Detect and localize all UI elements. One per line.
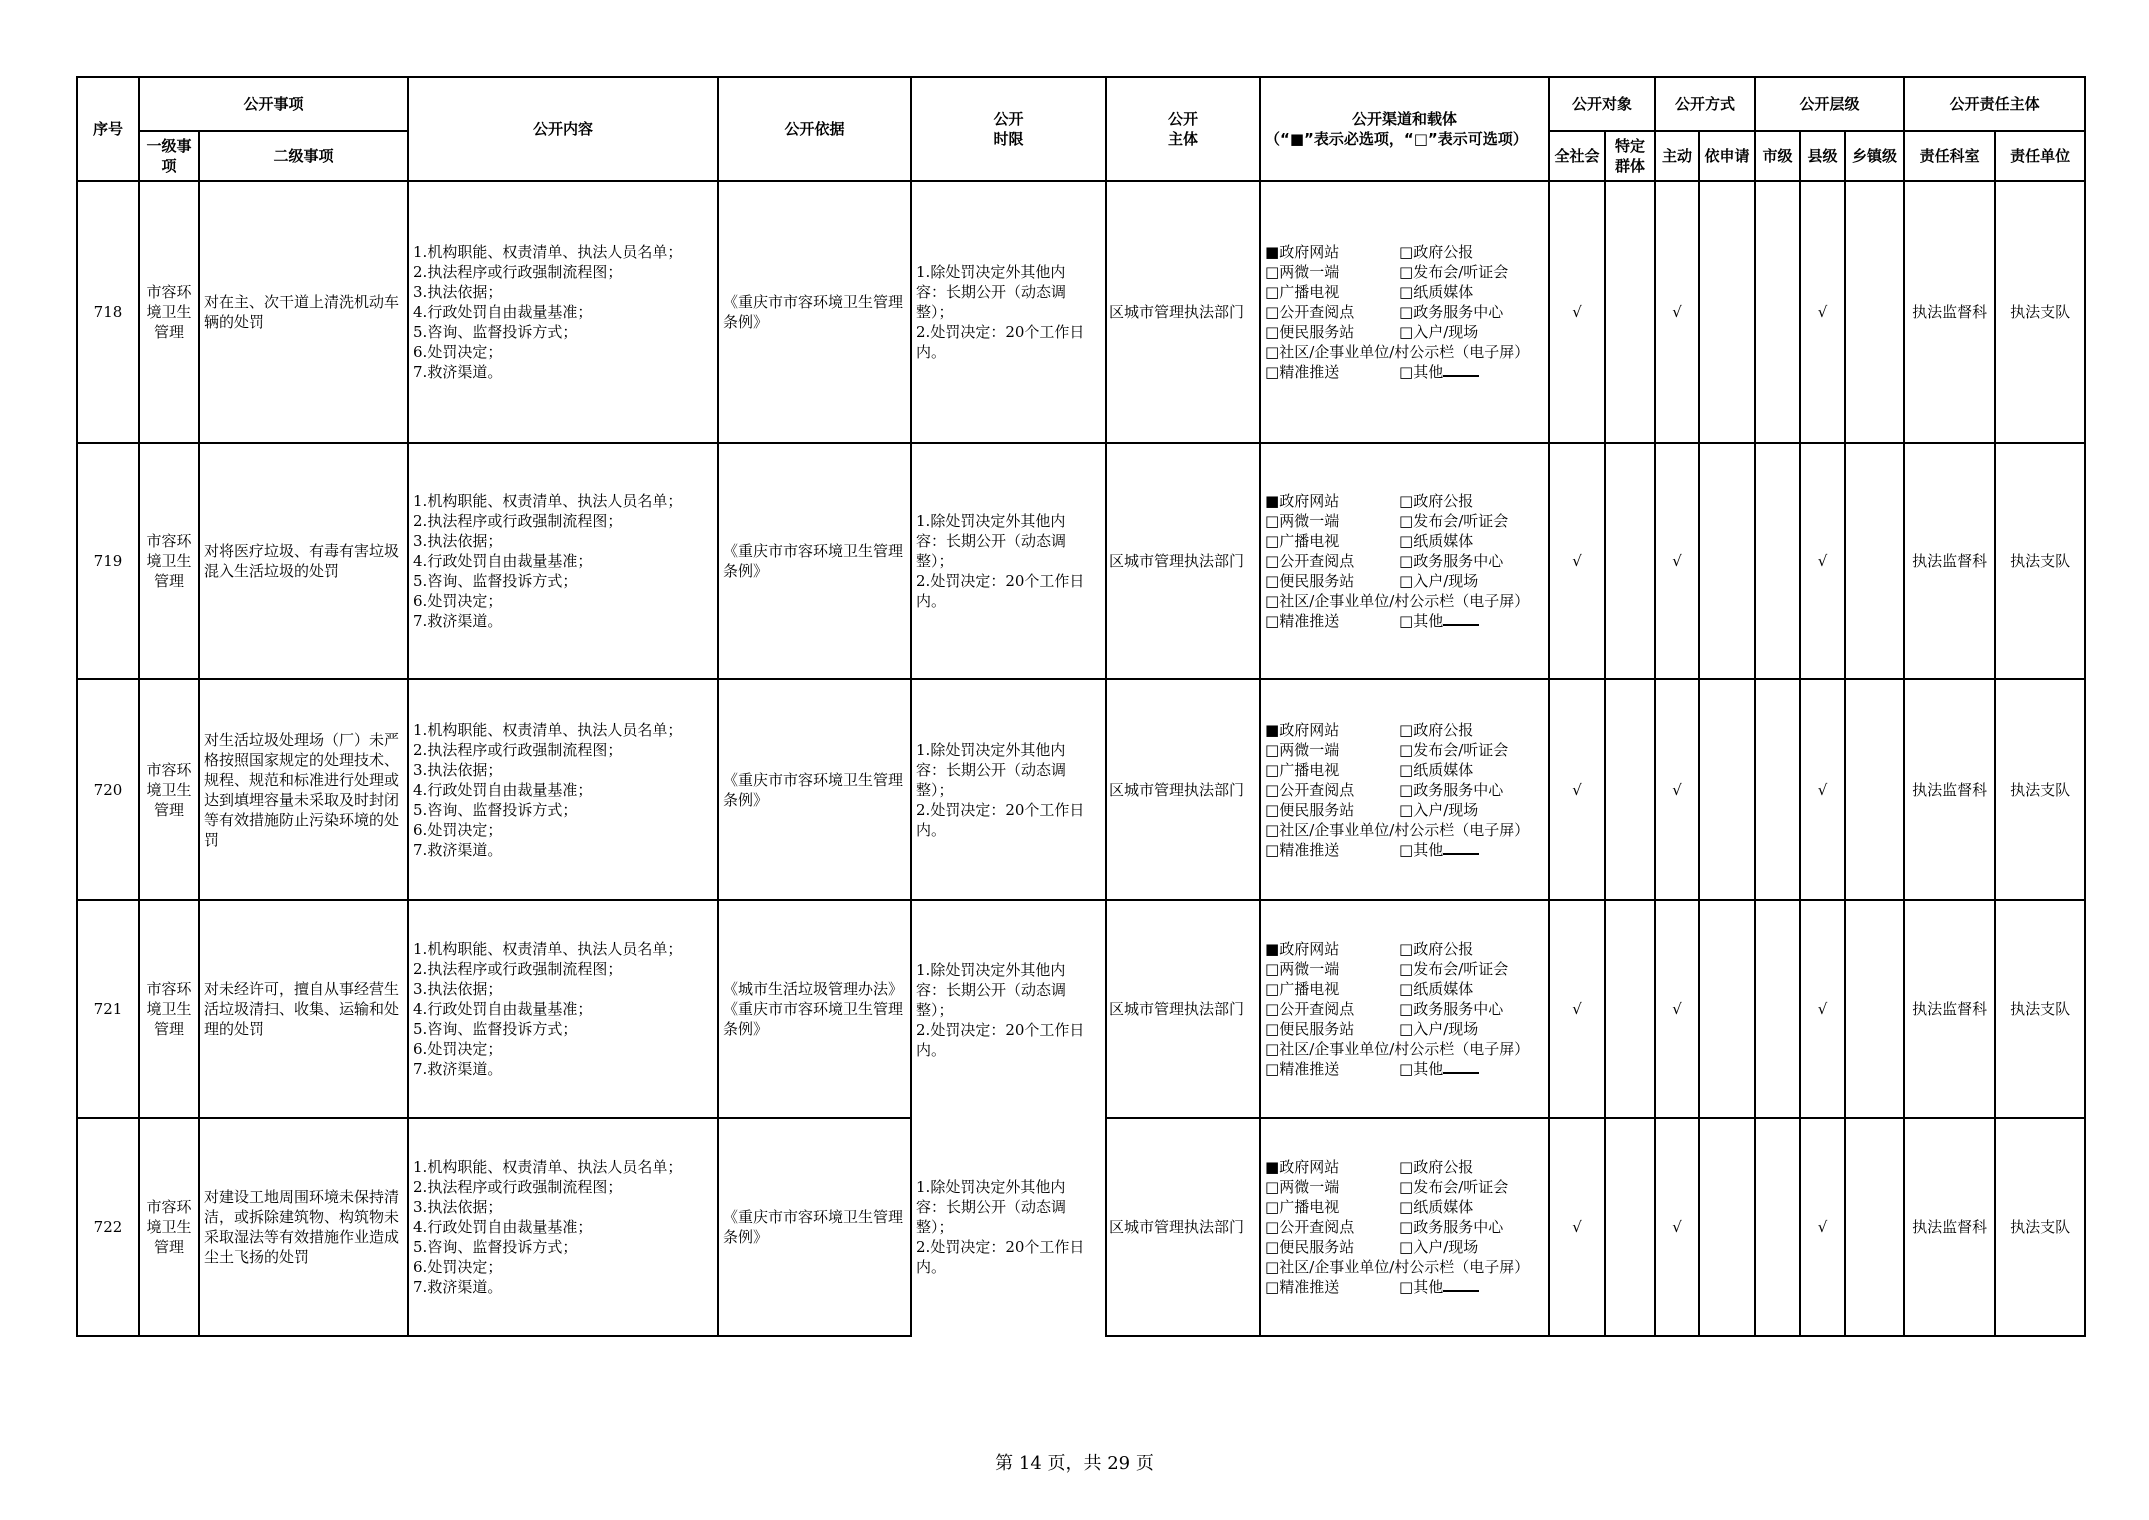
channel-print-media: □纸质媒体: [1399, 980, 1474, 998]
cell-basis: 《重庆市市容环境卫生管理条例》: [718, 679, 911, 900]
header-time-limit: 公开 时限: [911, 77, 1106, 181]
list-line: 1.机构职能、权责清单、执法人员名单；: [413, 492, 683, 510]
cell-channels: [1260, 900, 1549, 1118]
header-seq: 序号: [77, 77, 139, 181]
cell-level2: 对将医疗垃圾、有毒有害垃圾混入生活垃圾的处罚: [199, 443, 408, 679]
list-line: 1.机构职能、权责清单、执法人员名单；: [413, 243, 683, 261]
list-line: 3.执法依据；: [413, 532, 503, 550]
header-resp-dept: 责任科室: [1904, 131, 1995, 181]
other-blank-line: [1443, 612, 1479, 626]
channel-other: □其他: [1399, 1278, 1444, 1296]
list-line: 3.执法依据；: [413, 980, 503, 998]
table-row: [77, 1118, 2085, 1336]
cell-method-active: √: [1655, 443, 1699, 679]
channel-reading-point: □公开查阅点: [1265, 303, 1355, 321]
header-target-all: 全社会: [1549, 131, 1605, 181]
list-line: 5.咨询、监督投诉方式；: [413, 1020, 578, 1038]
channel-gov-gazette: □政府公报: [1399, 243, 1474, 261]
channel-service-station: □便民服务站: [1265, 323, 1355, 341]
cell-resp-dept: 执法监督科: [1904, 443, 1995, 679]
cell-level-city: [1755, 181, 1800, 443]
other-blank-line: [1443, 1060, 1479, 1074]
channel-precise-push: □精准推送: [1265, 363, 1340, 381]
cell-content: [408, 1118, 718, 1336]
cell-subject: 区城市管理执法部门: [1106, 900, 1260, 1118]
channel-broadcast: □广播电视: [1265, 532, 1340, 550]
list-line: 整）；: [916, 303, 954, 321]
cell-level-county: √: [1800, 181, 1845, 443]
cell-level-town: [1845, 679, 1904, 900]
cell-resp-dept: 执法监督科: [1904, 679, 1995, 900]
cell-level-town: [1845, 181, 1904, 443]
cell-level1: 市容环境卫生管理: [139, 1118, 199, 1336]
channel-service-center: □政务服务中心: [1399, 1218, 1504, 1236]
cell-resp-dept: 执法监督科: [1904, 181, 1995, 443]
list-line: 6.处罚决定；: [413, 1040, 503, 1058]
cell-target-special: [1605, 443, 1655, 679]
header-channel-note: （“■”表示必选项，“□”表示可选项）: [1265, 130, 1528, 148]
channel-on-site: □入户/现场: [1399, 1238, 1479, 1256]
cell-method-active: √: [1655, 181, 1699, 443]
table-row: [77, 181, 2085, 443]
list-line: 4.行政处罚自由裁量基准；: [413, 1000, 593, 1018]
header-level-town: 乡镇级: [1845, 131, 1904, 181]
cell-subject: 区城市管理执法部门: [1106, 1118, 1260, 1336]
list-line: 2.执法程序或行政强制流程图；: [413, 512, 623, 530]
channel-service-station: □便民服务站: [1265, 800, 1355, 819]
channel-press-hearing: □发布会/听证会: [1399, 512, 1509, 530]
list-line: 4.行政处罚自由裁量基准；: [413, 1218, 593, 1236]
cell-level-county: √: [1800, 679, 1845, 900]
channel-service-center: □政务服务中心: [1399, 780, 1504, 799]
list-line: 容：长期公开（动态调: [916, 532, 1067, 550]
cell-level-city: [1755, 679, 1800, 900]
cell-level-town: [1845, 1118, 1904, 1336]
list-line: 内。: [916, 820, 947, 839]
list-line: 6.处罚决定；: [413, 343, 503, 361]
other-blank-line: [1443, 363, 1479, 377]
cell-basis: 《城市生活垃圾管理办法》《重庆市市容环境卫生管理条例》: [718, 900, 911, 1118]
header-level2: 二级事项: [199, 131, 408, 181]
channel-reading-point: □公开查阅点: [1265, 552, 1355, 570]
disclosure-table: [76, 76, 2086, 1337]
cell-target-all: √: [1549, 443, 1605, 679]
channel-gov-gazette: □政府公报: [1399, 492, 1474, 510]
list-line: 2.执法程序或行政强制流程图；: [413, 960, 623, 978]
list-line: 7.救济渠道。: [413, 1278, 503, 1296]
list-line: 4.行政处罚自由裁量基准；: [413, 552, 593, 570]
channel-other: □其他: [1399, 840, 1444, 859]
cell-subject: 区城市管理执法部门: [1106, 443, 1260, 679]
list-line: 1.除处罚决定外其他内: [916, 740, 1066, 759]
list-line: 整）；: [916, 552, 954, 570]
cell-level-city: [1755, 443, 1800, 679]
channel-bulletin-board: □社区/企事业单位/村公示栏（电子屏）: [1265, 343, 1530, 361]
cell-target-all: √: [1549, 679, 1605, 900]
cell-seq: 720: [77, 679, 139, 900]
channel-precise-push: □精准推送: [1265, 840, 1340, 859]
list-line: 容：长期公开（动态调: [916, 1198, 1067, 1216]
channel-press-hearing: □发布会/听证会: [1399, 1178, 1509, 1196]
channel-gov-website: ■政府网站: [1265, 243, 1340, 261]
cell-resp-unit: 执法支队: [1995, 1118, 2085, 1336]
cell-level1: 市容环境卫生管理: [139, 679, 199, 900]
channel-service-center: □政务服务中心: [1399, 303, 1504, 321]
list-line: 1.除处罚决定外其他内: [916, 263, 1066, 281]
cell-basis: 《重庆市市容环境卫生管理条例》: [718, 1118, 911, 1336]
list-line: 5.咨询、监督投诉方式；: [413, 572, 578, 590]
list-line: 2.处罚决定：20个工作日: [916, 800, 1085, 819]
cell-basis: 《重庆市市容环境卫生管理条例》: [718, 443, 911, 679]
header-resp-group: 公开责任主体: [1904, 77, 2085, 131]
list-line: 5.咨询、监督投诉方式；: [413, 800, 578, 819]
list-line: 1.除处罚决定外其他内: [916, 512, 1066, 530]
channel-reading-point: □公开查阅点: [1265, 1000, 1355, 1018]
list-line: 3.执法依据；: [413, 760, 503, 779]
list-line: 6.处罚决定；: [413, 820, 503, 839]
header-channel-title: 公开渠道和载体: [1352, 110, 1458, 128]
header-level-group: 公开层级: [1755, 77, 1904, 131]
cell-content: [408, 679, 718, 900]
cell-level-county: √: [1800, 1118, 1845, 1336]
cell-seq: 718: [77, 181, 139, 443]
list-line: 7.救济渠道。: [413, 363, 503, 381]
list-line: 1.机构职能、权责清单、执法人员名单；: [413, 720, 683, 739]
cell-level2: 对在主、次干道上清洗机动车辆的处罚: [199, 181, 408, 443]
list-line: 7.救济渠道。: [413, 840, 503, 859]
list-line: 1.除处罚决定外其他内: [916, 1178, 1066, 1196]
channel-on-site: □入户/现场: [1399, 800, 1479, 819]
cell-level-city: [1755, 1118, 1800, 1336]
channel-press-hearing: □发布会/听证会: [1399, 960, 1509, 978]
cell-content: [408, 181, 718, 443]
cell-seq: 719: [77, 443, 139, 679]
header-resp-unit: 责任单位: [1995, 131, 2085, 181]
channel-bulletin-board: □社区/企事业单位/村公示栏（电子屏）: [1265, 820, 1530, 839]
list-line: 4.行政处罚自由裁量基准；: [413, 303, 593, 321]
header-content: 公开内容: [408, 77, 718, 181]
cell-resp-unit: 执法支队: [1995, 181, 2085, 443]
cell-level-town: [1845, 900, 1904, 1118]
header-level-city: 市级: [1755, 131, 1800, 181]
cell-method-apply: [1699, 900, 1755, 1118]
list-line: 1.机构职能、权责清单、执法人员名单；: [413, 1158, 683, 1176]
list-line: 整）；: [916, 780, 954, 799]
list-line: 2.处罚决定：20个工作日: [916, 323, 1085, 341]
channel-wechat-weibo: □两微一端: [1265, 263, 1340, 281]
channel-gov-website: ■政府网站: [1265, 720, 1340, 739]
cell-target-special: [1605, 1118, 1655, 1336]
channel-other: □其他: [1399, 1060, 1444, 1078]
list-line: 2.执法程序或行政强制流程图；: [413, 1178, 623, 1196]
cell-resp-unit: 执法支队: [1995, 679, 2085, 900]
list-line: 5.咨询、监督投诉方式；: [413, 323, 578, 341]
cell-target-all: √: [1549, 900, 1605, 1118]
list-line: 内。: [916, 592, 947, 610]
channel-gov-website: ■政府网站: [1265, 492, 1340, 510]
cell-level1: 市容环境卫生管理: [139, 900, 199, 1118]
channel-other: □其他: [1399, 612, 1444, 630]
cell-method-active: √: [1655, 900, 1699, 1118]
channel-reading-point: □公开查阅点: [1265, 780, 1355, 799]
cell-target-special: [1605, 679, 1655, 900]
list-line: 6.处罚决定；: [413, 592, 503, 610]
table-row: [77, 900, 2085, 1118]
list-line: 2.处罚决定：20个工作日: [916, 1238, 1085, 1256]
channel-gov-gazette: □政府公报: [1399, 1158, 1474, 1176]
cell-channels: [1260, 679, 1549, 900]
list-line: 2.执法程序或行政强制流程图；: [413, 740, 623, 759]
channel-service-station: □便民服务站: [1265, 572, 1355, 590]
channel-wechat-weibo: □两微一端: [1265, 960, 1340, 978]
cell-method-apply: [1699, 1118, 1755, 1336]
other-blank-line: [1443, 841, 1479, 855]
cell-method-active: √: [1655, 679, 1699, 900]
cell-level2: 对生活垃圾处理场（厂）未严格按照国家规定的处理技术、规程、规范和标准进行处理或达到填埋容量未采取及时封闭等有效措施防止污染环境的处罚: [199, 679, 408, 900]
table-row: [77, 443, 2085, 679]
cell-seq: 721: [77, 900, 139, 1118]
header-subject: 公开 主体: [1106, 77, 1260, 181]
channel-print-media: □纸质媒体: [1399, 760, 1474, 779]
cell-level1: 市容环境卫生管理: [139, 443, 199, 679]
cell-subject: 区城市管理执法部门: [1106, 679, 1260, 900]
channel-reading-point: □公开查阅点: [1265, 1218, 1355, 1236]
list-line: 5.咨询、监督投诉方式；: [413, 1238, 578, 1256]
table-row: [77, 679, 2085, 900]
channel-other: □其他: [1399, 363, 1444, 381]
cell-resp-unit: 执法支队: [1995, 900, 2085, 1118]
channel-bulletin-board: □社区/企事业单位/村公示栏（电子屏）: [1265, 1258, 1530, 1276]
channel-broadcast: □广播电视: [1265, 1198, 1340, 1216]
channel-on-site: □入户/现场: [1399, 572, 1479, 590]
cell-subject: 区城市管理执法部门: [1106, 181, 1260, 443]
channel-gov-website: ■政府网站: [1265, 1158, 1340, 1176]
list-line: 3.执法依据；: [413, 283, 503, 301]
cell-target-all: √: [1549, 1118, 1605, 1336]
cell-resp-dept: 执法监督科: [1904, 900, 1995, 1118]
cell-target-all: √: [1549, 181, 1605, 443]
cell-seq: 722: [77, 1118, 139, 1336]
channel-service-station: □便民服务站: [1265, 1238, 1355, 1256]
header-level-county: 县级: [1800, 131, 1845, 181]
header-target-group: 公开对象: [1549, 77, 1655, 131]
header-channel: [1260, 77, 1549, 181]
list-line: 内。: [916, 1258, 947, 1276]
cell-time-limit: [911, 900, 1106, 1118]
channel-precise-push: □精准推送: [1265, 1278, 1340, 1296]
channel-wechat-weibo: □两微一端: [1265, 740, 1340, 759]
header-basis: 公开依据: [718, 77, 911, 181]
cell-level1: 市容环境卫生管理: [139, 181, 199, 443]
list-line: 容：长期公开（动态调: [916, 980, 1067, 999]
channel-wechat-weibo: □两微一端: [1265, 512, 1340, 530]
cell-channels: [1260, 1118, 1549, 1336]
channel-on-site: □入户/现场: [1399, 323, 1479, 341]
channel-press-hearing: □发布会/听证会: [1399, 740, 1509, 759]
cell-content: [408, 900, 718, 1118]
header-target-special: 特定群体: [1605, 131, 1655, 181]
cell-channels: [1260, 181, 1549, 443]
cell-method-active: √: [1655, 1118, 1699, 1336]
cell-basis: 《重庆市市容环境卫生管理条例》: [718, 181, 911, 443]
header-level1: 一级事项: [139, 131, 199, 181]
cell-level-town: [1845, 443, 1904, 679]
cell-target-special: [1605, 900, 1655, 1118]
other-blank-line: [1443, 1278, 1479, 1292]
channel-gov-gazette: □政府公报: [1399, 940, 1474, 958]
channel-print-media: □纸质媒体: [1399, 532, 1474, 550]
channel-gov-website: ■政府网站: [1265, 940, 1340, 958]
list-line: 1.机构职能、权责清单、执法人员名单；: [413, 940, 683, 958]
list-line: 6.处罚决定；: [413, 1258, 503, 1276]
header-method-group: 公开方式: [1655, 77, 1755, 131]
channel-print-media: □纸质媒体: [1399, 283, 1474, 301]
cell-time-limit: [911, 443, 1106, 679]
list-line: 2.处罚决定：20个工作日: [916, 1020, 1085, 1039]
channel-broadcast: □广播电视: [1265, 980, 1340, 998]
cell-level2: 对未经许可，擅自从事经营生活垃圾清扫、收集、运输和处理的处罚: [199, 900, 408, 1118]
header-method-active: 主动: [1655, 131, 1699, 181]
list-line: 7.救济渠道。: [413, 612, 503, 630]
channel-service-center: □政务服务中心: [1399, 1000, 1504, 1018]
channel-broadcast: □广播电视: [1265, 283, 1340, 301]
table-body: [77, 181, 2085, 1336]
list-line: 容：长期公开（动态调: [916, 283, 1067, 301]
list-line: 1.除处罚决定外其他内: [916, 960, 1066, 979]
channel-print-media: □纸质媒体: [1399, 1198, 1474, 1216]
cell-method-apply: [1699, 181, 1755, 443]
list-line: 7.救济渠道。: [413, 1060, 503, 1078]
channel-press-hearing: □发布会/听证会: [1399, 263, 1509, 281]
cell-resp-dept: 执法监督科: [1904, 1118, 1995, 1336]
cell-level-city: [1755, 900, 1800, 1118]
header-items-group: 公开事项: [139, 77, 408, 131]
page-footer: 第 14 页，共 29 页: [995, 1453, 1154, 1474]
cell-method-apply: [1699, 679, 1755, 900]
channel-service-center: □政务服务中心: [1399, 552, 1504, 570]
channel-precise-push: □精准推送: [1265, 1060, 1340, 1078]
channel-bulletin-board: □社区/企事业单位/村公示栏（电子屏）: [1265, 1040, 1530, 1058]
cell-level2: 对建设工地周围环境未保持清洁，或拆除建筑物、构筑物未采取湿法等有效措施作业造成尘土飞扬的处罚: [199, 1118, 408, 1336]
channel-broadcast: □广播电视: [1265, 760, 1340, 779]
channel-gov-gazette: □政府公报: [1399, 720, 1474, 739]
list-line: 内。: [916, 343, 947, 361]
list-line: 2.执法程序或行政强制流程图；: [413, 263, 623, 281]
channel-wechat-weibo: □两微一端: [1265, 1178, 1340, 1196]
cell-channels: [1260, 443, 1549, 679]
channel-service-station: □便民服务站: [1265, 1020, 1355, 1038]
cell-method-apply: [1699, 443, 1755, 679]
cell-resp-unit: 执法支队: [1995, 443, 2085, 679]
channel-on-site: □入户/现场: [1399, 1020, 1479, 1038]
list-line: 3.执法依据；: [413, 1198, 503, 1216]
cell-target-special: [1605, 181, 1655, 443]
header-method-apply: 依申请: [1699, 131, 1755, 181]
list-line: 整）；: [916, 1000, 954, 1019]
list-line: 整）；: [916, 1218, 954, 1236]
cell-time-limit: [911, 1118, 1106, 1336]
list-line: 4.行政处罚自由裁量基准；: [413, 780, 593, 799]
cell-time-limit: [911, 181, 1106, 443]
channel-precise-push: □精准推送: [1265, 612, 1340, 630]
channel-bulletin-board: □社区/企事业单位/村公示栏（电子屏）: [1265, 592, 1530, 610]
cell-level-county: √: [1800, 443, 1845, 679]
cell-time-limit: [911, 679, 1106, 900]
list-line: 2.处罚决定：20个工作日: [916, 572, 1085, 590]
cell-content: [408, 443, 718, 679]
cell-level-county: √: [1800, 900, 1845, 1118]
list-line: 内。: [916, 1040, 947, 1059]
list-line: 容：长期公开（动态调: [916, 760, 1067, 779]
